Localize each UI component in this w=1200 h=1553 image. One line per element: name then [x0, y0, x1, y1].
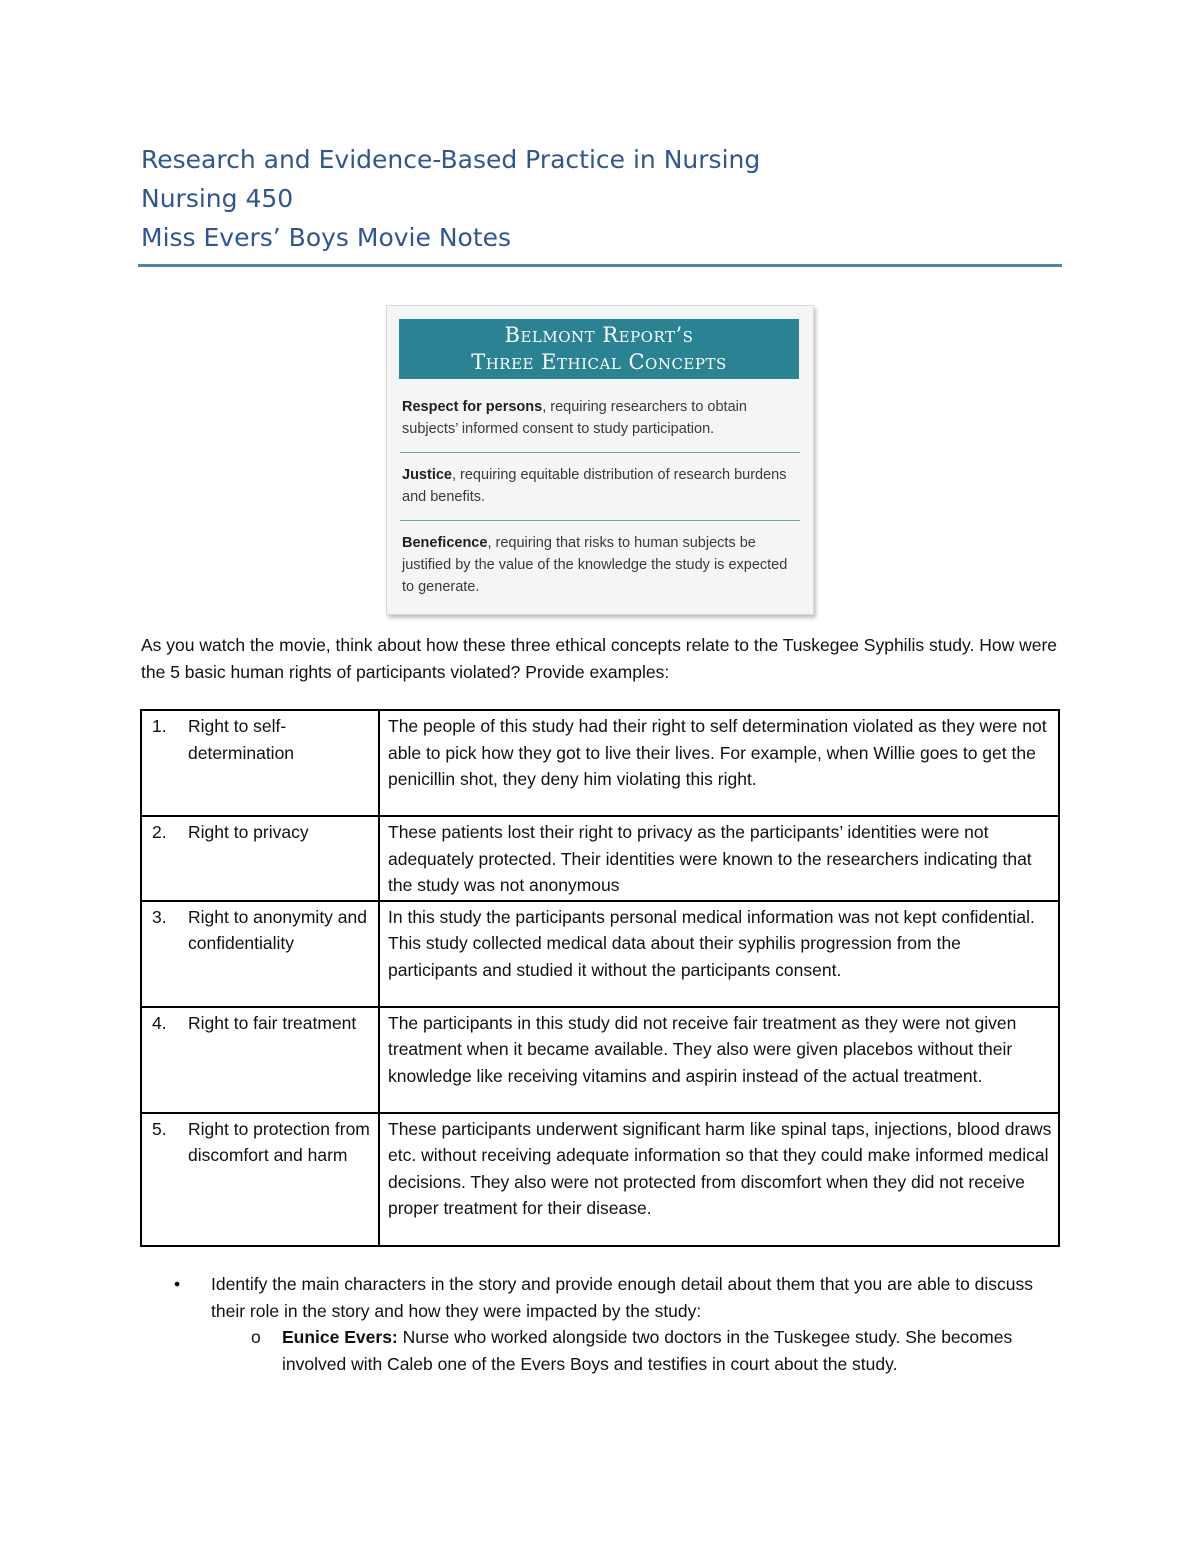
- figure-heading-line-2: Three Ethical Concepts: [471, 350, 727, 374]
- row-number: 5.: [152, 1118, 167, 1139]
- answer-cell: [379, 1007, 1059, 1113]
- answer-text: The participants in this study did not receive fair treatment as they were not given treatment when it became available. They also were given placebos without their knowledge like receiving vitamins and aspirin instead of the actual treatment.: [388, 1012, 1017, 1086]
- concept-respect: [402, 396, 797, 440]
- belmont-report-figure: [386, 305, 814, 615]
- table-row: [141, 1113, 1059, 1246]
- characters-section: [141, 1271, 1061, 1377]
- concept-term: Beneficence: [402, 535, 488, 551]
- answer-cell: [379, 901, 1059, 1007]
- concept-term: Justice: [402, 467, 452, 483]
- row-number: 4.: [152, 1012, 167, 1033]
- table-row: [141, 816, 1059, 901]
- human-rights-table: [140, 709, 1060, 1247]
- assignment-title: Miss Evers’ Boys Movie Notes: [141, 223, 512, 252]
- right-name: Right to fair treatment: [188, 1012, 357, 1033]
- right-cell: [141, 901, 379, 1007]
- right-cell: [141, 1007, 379, 1113]
- answer-text: In this study the participants personal medical information was not kept confidential. This study collected medical data about their syphilis progression from the participants and studied it without the participants consent.: [388, 906, 1035, 980]
- intro-paragraph: As you watch the movie, think about how these three ethical concepts relate to the Tuskegee Syphilis study. How were the 5 basic human rights of participants violated? Provide examples:: [141, 635, 1058, 682]
- row-number: 3.: [152, 906, 167, 927]
- right-cell: [141, 1113, 379, 1246]
- sub-bullet-mark: o: [251, 1327, 261, 1347]
- answer-text: These participants underwent significant harm like spinal taps, injections, blood draws etc. without receiving adequate information so that they could make informed medical decisions. They also were not protected from discomfort when they did not receive proper treatment for their disease.: [388, 1118, 1052, 1218]
- answer-cell: [379, 1113, 1059, 1246]
- bullet-item: [141, 1271, 1061, 1324]
- course-title: Research and Evidence-Based Practice in Nursing: [141, 145, 761, 174]
- concept-text: , requiring equitable distribution of research burdens and benefits.: [402, 467, 787, 505]
- table-row: [141, 1007, 1059, 1113]
- concept-text: , requiring that risks to human subjects be justified by the value of the knowledge the study is expected to generate.: [402, 535, 788, 595]
- row-number: 2.: [152, 822, 167, 842]
- concept-separator: [400, 452, 800, 453]
- character-description: Nurse who worked alongside two doctors in the Tuskegee study. She becomes involved with Caleb one of the Evers Boys and testifies in court about the study.: [282, 1327, 1013, 1374]
- table-row: [141, 901, 1059, 1007]
- bullet-mark: •: [174, 1274, 181, 1294]
- sub-bullet-item: [141, 1324, 1061, 1377]
- figure-heading-line-1: Belmont Report’s: [504, 323, 694, 347]
- title-divider: [138, 264, 1062, 267]
- character-name: Eunice Evers:: [282, 1327, 398, 1347]
- answer-cell: [379, 816, 1059, 901]
- concept-text: , requiring researchers to obtain subjects’ informed consent to study participation.: [402, 399, 747, 437]
- concept-beneficence: [402, 532, 797, 598]
- right-name: Right to privacy: [188, 822, 309, 842]
- right-name: Right to protection from discomfort and harm: [188, 1118, 370, 1165]
- concept-term: Respect for persons: [402, 399, 543, 415]
- bullet-text: Identify the main characters in the story and provide enough detail about them that you are able to discuss their role in the story and how they were impacted by the study:: [211, 1274, 1034, 1321]
- row-number: 1.: [152, 716, 167, 736]
- course-number: Nursing 450: [141, 184, 294, 213]
- answer-text: The people of this study had their right to self determination violated as they were not able to pick how they got to live their lives. For example, when Willie goes to get the penicillin shot, they deny him violating this right.: [388, 716, 1047, 789]
- answer-cell: [379, 710, 1059, 816]
- right-cell: [141, 710, 379, 816]
- figure-heading: [399, 319, 799, 379]
- right-cell: [141, 816, 379, 901]
- right-name: Right to anonymity and confidentiality: [188, 906, 367, 953]
- concept-justice: [402, 464, 797, 508]
- answer-text: These patients lost their right to privacy as the participants’ identities were not adequately protected. Their identities were known to the researchers indicating that the study was not anonymous: [388, 822, 1032, 895]
- table-row: [141, 710, 1059, 816]
- right-name: Right to self-determination: [188, 716, 295, 763]
- concept-separator: [400, 520, 800, 521]
- document-title-block: [141, 140, 1061, 257]
